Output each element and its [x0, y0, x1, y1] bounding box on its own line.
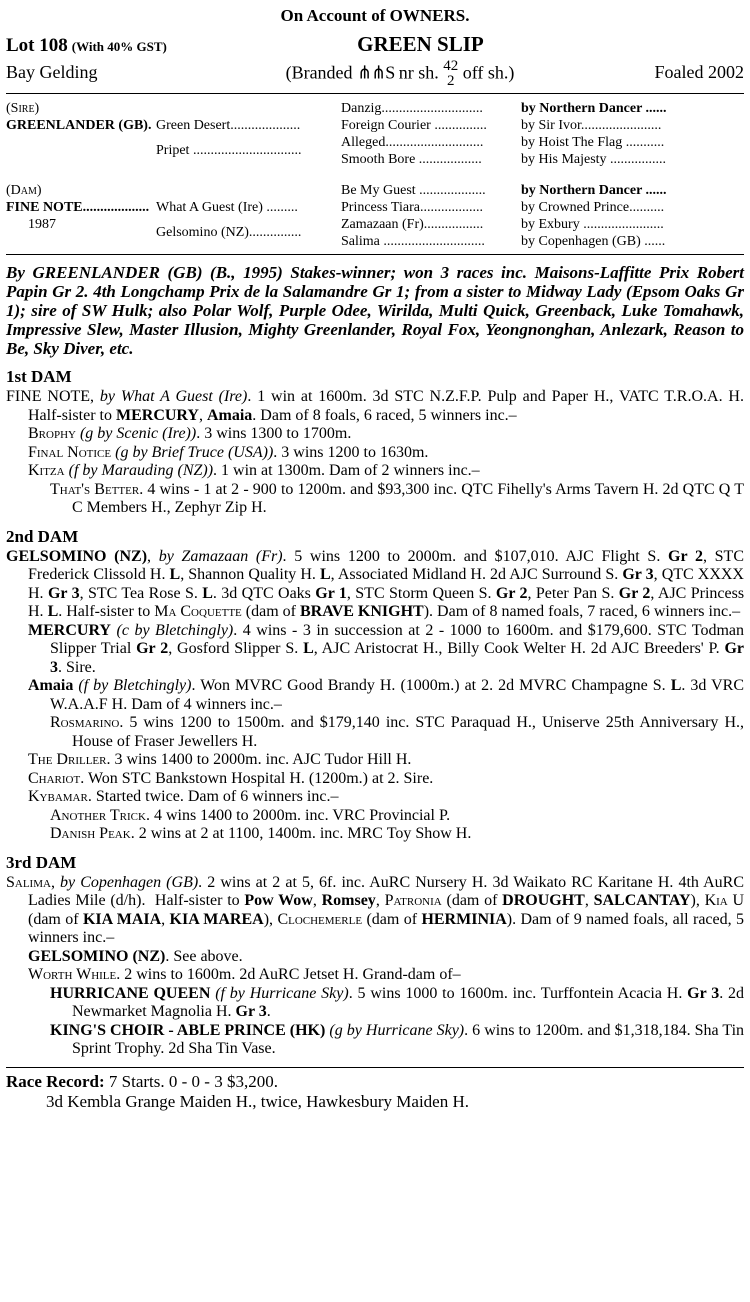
sire-greatgrandparents-cell	[521, 100, 744, 168]
ped-c3-1: Foreign Courier ...............	[341, 118, 487, 133]
ped-c4-6: by Exbury .......................	[521, 217, 664, 232]
pedigree-entry: KING'S CHOIR - ABLE PRINCE (HK) (g by Hurricane Sky). 6 wins to 1200m. and $1,318,184. Sha Tin Sprint Trophy. 2d Sha Tin Vase.	[50, 1021, 745, 1057]
dam-name: FINE NOTE...................	[6, 200, 150, 215]
ped-c3-4: Be My Guest ...................	[341, 183, 486, 198]
pedigree-entry: That's Better. 4 wins - 1 at 2 - 900 to 1200m. and $93,300 inc. QTC Fihelly's Arms Tavern H. 2d QTC Q T C Members H., Zephyr Zip H.	[50, 480, 744, 516]
ped-c3-2: Alleged............................	[341, 135, 484, 150]
ped-c3-0: Danzig.............................	[341, 101, 483, 116]
pedigree-entry: GELSOMINO (NZ), by Zamazaan (Fr). 5 wins 1200 to 2000m. and $107,010. AJC Flight S. Gr 2, STC Frederick Clissold H. L, Shannon Quality H. L, Associated Midland H. 2d AJC Surround S. Gr 3, QTC XXXX H. Gr 3, STC Tea Rose S. L. 3d QTC Oaks Gr 1, STC Storm Queen S. Gr 2, Peter Pan S. Gr 2, AJC Princess H. L. Half-sister to Ma Coquette (dam of BRAVE KNIGHT). Dam of 8 named foals, 7 raced, 6 winners inc.–	[6, 547, 745, 620]
dam-entries	[6, 874, 744, 1059]
brand-mid: nr sh.	[398, 62, 439, 83]
ped-c4-4: by Northern Dancer ......	[521, 183, 667, 198]
pedigree-row	[6, 182, 744, 250]
brand-details	[206, 59, 594, 89]
brand-prefix: (Branded	[285, 62, 353, 83]
pedigree-spacer-row	[6, 168, 744, 182]
pedigree-entry: Danish Peak. 2 wins at 2 at 1100, 1400m. inc. MRC Toy Show H.	[50, 825, 472, 842]
dam-sections	[6, 367, 744, 1059]
ped-c4-5: by Crowned Prince..........	[521, 200, 665, 215]
ped-c4-1: by Sir Ivor.......................	[521, 118, 662, 133]
gst-note: (With 40% GST)	[71, 39, 167, 54]
race-record-placings: 3d Kembla Grange Maiden H., twice, Hawkesbury Maiden H.	[46, 1091, 469, 1111]
pedigree-entry: Salima, by Copenhagen (GB). 2 wins at 2 at 5, 6f. inc. AuRC Nursery H. 3d Waikato RC Karitane H. 4th AuRC Ladies Mile (d/h). Half-sister to Pow Wow, Romsey, Patronia (dam of DROUGHT, SALCANTAY), Kia U (dam of KIA MAIA, KIA MAREA), Clochemerle (dam of HERMINIA). Dam of 9 named foals, all raced, 5 winners inc.–	[6, 873, 745, 946]
dam-label: (Dam)	[6, 183, 42, 198]
pedigree-entry: GELSOMINO (NZ). See above.	[28, 947, 243, 965]
ped-c3-3: Smooth Bore ..................	[341, 152, 482, 167]
pedigree-entry: Chariot. Won STC Bankstown Hospital H. (1200m.) at 2. Sire.	[28, 769, 434, 787]
ped-c4-3: by His Majesty ................	[521, 152, 667, 167]
brand-fraction	[443, 59, 458, 89]
pedigree-table	[6, 100, 744, 250]
pedigree-entry: Kitza (f by Marauding (NZ)). 1 win at 1300m. Dam of 2 winners inc.–	[28, 462, 480, 479]
pedigree-entry: HURRICANE QUEEN (f by Hurricane Sky). 5 wins 1000 to 1600m. inc. Turffontein Acacia H. Gr 3. 2d Newmarket Magnolia H. Gr 3.	[50, 984, 745, 1020]
dam-section	[6, 853, 744, 1059]
pedigree-entry: Rosmarino. 5 wins 1200 to 1500m. and $179,140 inc. STC Paraquad H., Uniserve 25th Anniversary H., House of Fraser Jewellers H.	[50, 714, 744, 750]
ped-c3-5: Princess Tiara..................	[341, 200, 483, 215]
sire-name: GREENLANDER (GB).	[6, 118, 152, 133]
dam-grandparents-cell	[341, 182, 521, 250]
pedigree-entry: FINE NOTE, by What A Guest (Ire). 1 win at 1600m. 3d STC N.Z.F.P. Pulp and Paper H., VATC T.R.O.A. H. Half-sister to MERCURY, Amaia. Dam of 8 foals, 6 raced, 5 winners inc.–	[6, 388, 744, 424]
dam-sire: What A Guest (Ire) .........	[156, 200, 298, 215]
sire-sire: Green Desert....................	[156, 118, 301, 133]
sire-grandparents-cell	[341, 100, 521, 168]
pedigree-entry: MERCURY (c by Bletchingly). 4 wins - 3 in succession at 2 - 1000 to 1600m. and $179,600. STC Todman Slipper Trial Gr 2, Gosford Slipper S. L, AJC Aristocrat H., Billy Cook Welter H. 2d AJC Breeders' P. Gr 3. Sire.	[28, 621, 745, 676]
race-record-label: Race Record:	[6, 1071, 105, 1091]
dam-heading: 1st DAM	[6, 367, 72, 386]
dam-year: 1987	[28, 217, 56, 232]
horse-sex-colour: Bay Gelding	[6, 62, 98, 83]
brand-suffix: off sh.)	[462, 62, 515, 83]
sire-cell	[6, 100, 156, 168]
pedigree-entry: Brophy (g by Scenic (Ire)). 3 wins 1300 to 1700m.	[28, 425, 352, 442]
ped-c4-7: by Copenhagen (GB) ......	[521, 234, 666, 249]
ped-c3-7: Salima .............................	[341, 234, 485, 249]
lot-header-row	[6, 32, 744, 57]
account-heading: On Account of OWNERS.	[280, 6, 470, 25]
brand-denominator: 2	[447, 73, 455, 89]
foaled-year: Foaled 2002	[654, 62, 744, 83]
dam-section	[6, 367, 744, 518]
sire-label: (Sire)	[6, 101, 40, 116]
dam-dam: Gelsomino (NZ)...............	[156, 225, 302, 240]
dam-heading: 2nd DAM	[6, 526, 79, 546]
dam-heading: 3rd DAM	[6, 852, 77, 872]
sire-summary: By GREENLANDER (GB) (B., 1995) Stakes-winner; won 3 races inc. Maisons-Laffitte Prix Robert Papin Gr 2. 4th Longchamp Prix de la Salamandre Gr 1; from a sister to Midway Lady (Epsom Oaks Gr 1); sire of SW Hulk; also Polar Wolf, Purple Odee, Wirilda, Multi Quick, Greenback, Luke Tomahawk, Impressive Slew, Master Illusion, Mighty Greenlander, Royal Fox, Yeongnonghan, Anlezark, Reason to Be, Sky Diver, etc.	[6, 263, 744, 358]
dam-parents-cell	[156, 182, 341, 250]
dam-cell	[6, 182, 156, 250]
pedigree-entry: Amaia (f by Bletchingly). Won MVRC Good Brandy H. (1000m.) at 2. 2d MVRC Champagne S. L. 3d VRC W.A.A.F H. Dam of 4 winners inc.–	[28, 677, 745, 713]
pedigree-entry: Another Trick. 4 wins 1400 to 2000m. inc. VRC Provincial P.	[50, 806, 451, 824]
sire-dam: Pripet ...............................	[156, 143, 302, 158]
dam-entries	[6, 388, 744, 518]
pedigree-entry: Worth While. 2 wins to 1600m. 2d AuRC Jetset H. Grand-dam of–	[28, 966, 461, 983]
horse-name: GREEN SLIP	[357, 32, 484, 56]
divider-top	[6, 93, 744, 94]
race-record-stats: 7 Starts. 0 - 0 - 3 $3,200.	[108, 1071, 278, 1091]
pedigree-entry: Kybamar. Started twice. Dam of 6 winners inc.–	[28, 788, 339, 805]
race-record-line	[6, 1072, 744, 1092]
divider-pedigree-bottom	[6, 254, 744, 255]
ped-c3-6: Zamazaan (Fr).................	[341, 217, 484, 232]
race-record	[6, 1067, 744, 1112]
dam-greatgrandparents-cell	[521, 182, 744, 250]
ped-c4-0: by Northern Dancer ......	[521, 101, 667, 116]
catalogue-page	[0, 6, 750, 1112]
sire-parents-cell	[156, 100, 341, 168]
brand-mark-icon: ⋔⋔S	[357, 62, 395, 83]
pedigree-row	[6, 100, 744, 168]
brand-numerator: 42	[443, 58, 459, 74]
pedigree-entry: Final Notice (g by Brief Truce (USA)). 3 wins 1200 to 1630m.	[28, 443, 429, 461]
lot-number: Lot 108	[6, 35, 68, 56]
pedigree-entry: The Driller. 3 wins 1400 to 2000m. inc. AJC Tudor Hill H.	[28, 751, 412, 768]
dam-section	[6, 527, 744, 844]
horse-detail-row	[6, 59, 744, 89]
ped-c4-2: by Hoist The Flag ...........	[521, 135, 665, 150]
dam-entries	[6, 548, 744, 844]
